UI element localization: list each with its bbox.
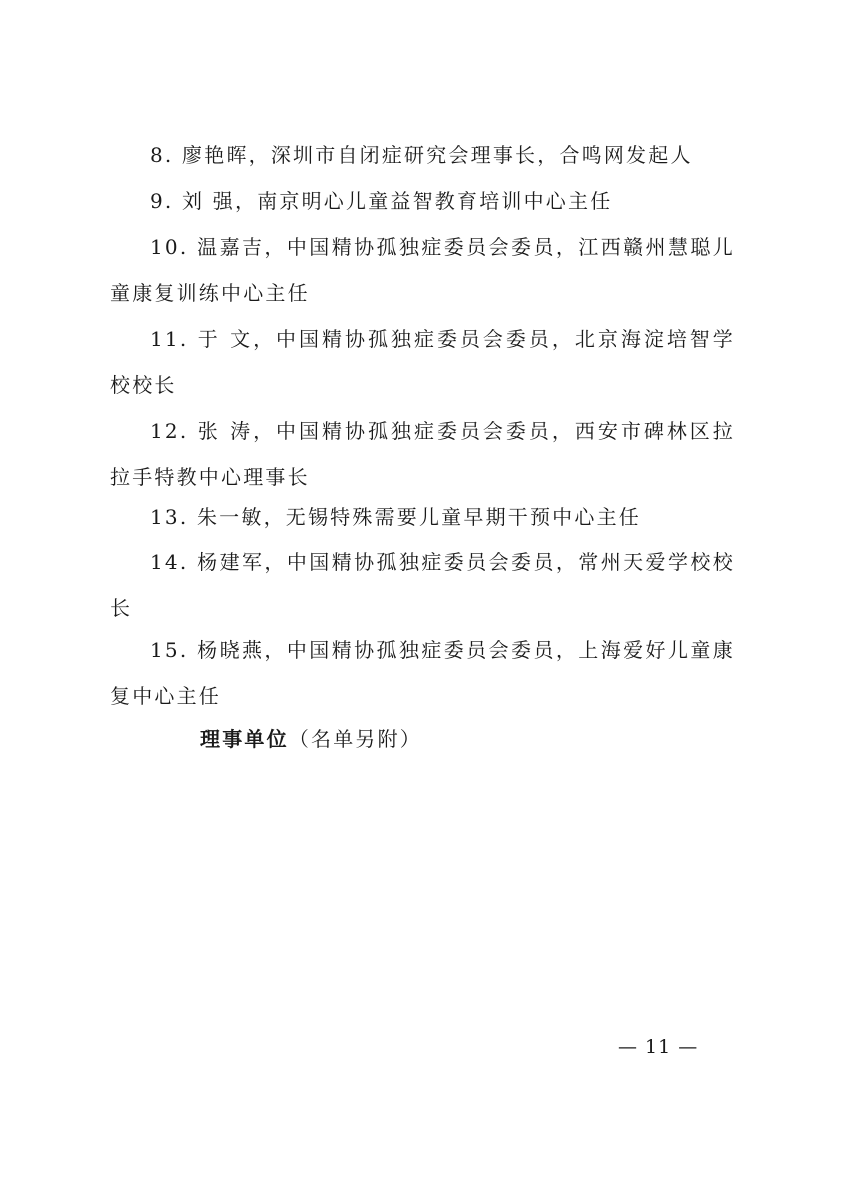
list-item-15: 15. 杨晓燕，中国精协孤独症委员会委员，上海爱好儿童康复中心主任	[110, 638, 735, 708]
list-item-12: 12. 张 涛，中国精协孤独症委员会委员，西安市碑林区拉拉手特教中心理事长	[110, 419, 735, 489]
page-number: — 11 —	[618, 1036, 699, 1058]
council-units-note: （名单另附）	[288, 727, 423, 751]
list-item-11: 11. 于 文，中国精协孤独症委员会委员，北京海淀培智学校校长	[110, 327, 735, 397]
list-item-10: 10. 温嘉吉，中国精协孤独症委员会委员，江西赣州慧聪儿童康复训练中心主任	[110, 235, 735, 305]
list-item-9: 9. 刘 强，南京明心儿童益智教育培训中心主任	[150, 189, 613, 213]
list-item-8: 8. 廖艳晖，深圳市自闭症研究会理事长，合鸣网发起人	[150, 143, 693, 167]
council-units-line	[200, 716, 422, 762]
council-units-heading: 理事单位	[200, 727, 289, 751]
list-item-14: 14. 杨建军，中国精协孤独症委员会委员，常州天爱学校校长	[110, 550, 735, 620]
list-item-13: 13. 朱一敏，无锡特殊需要儿童早期干预中心主任	[150, 505, 641, 529]
